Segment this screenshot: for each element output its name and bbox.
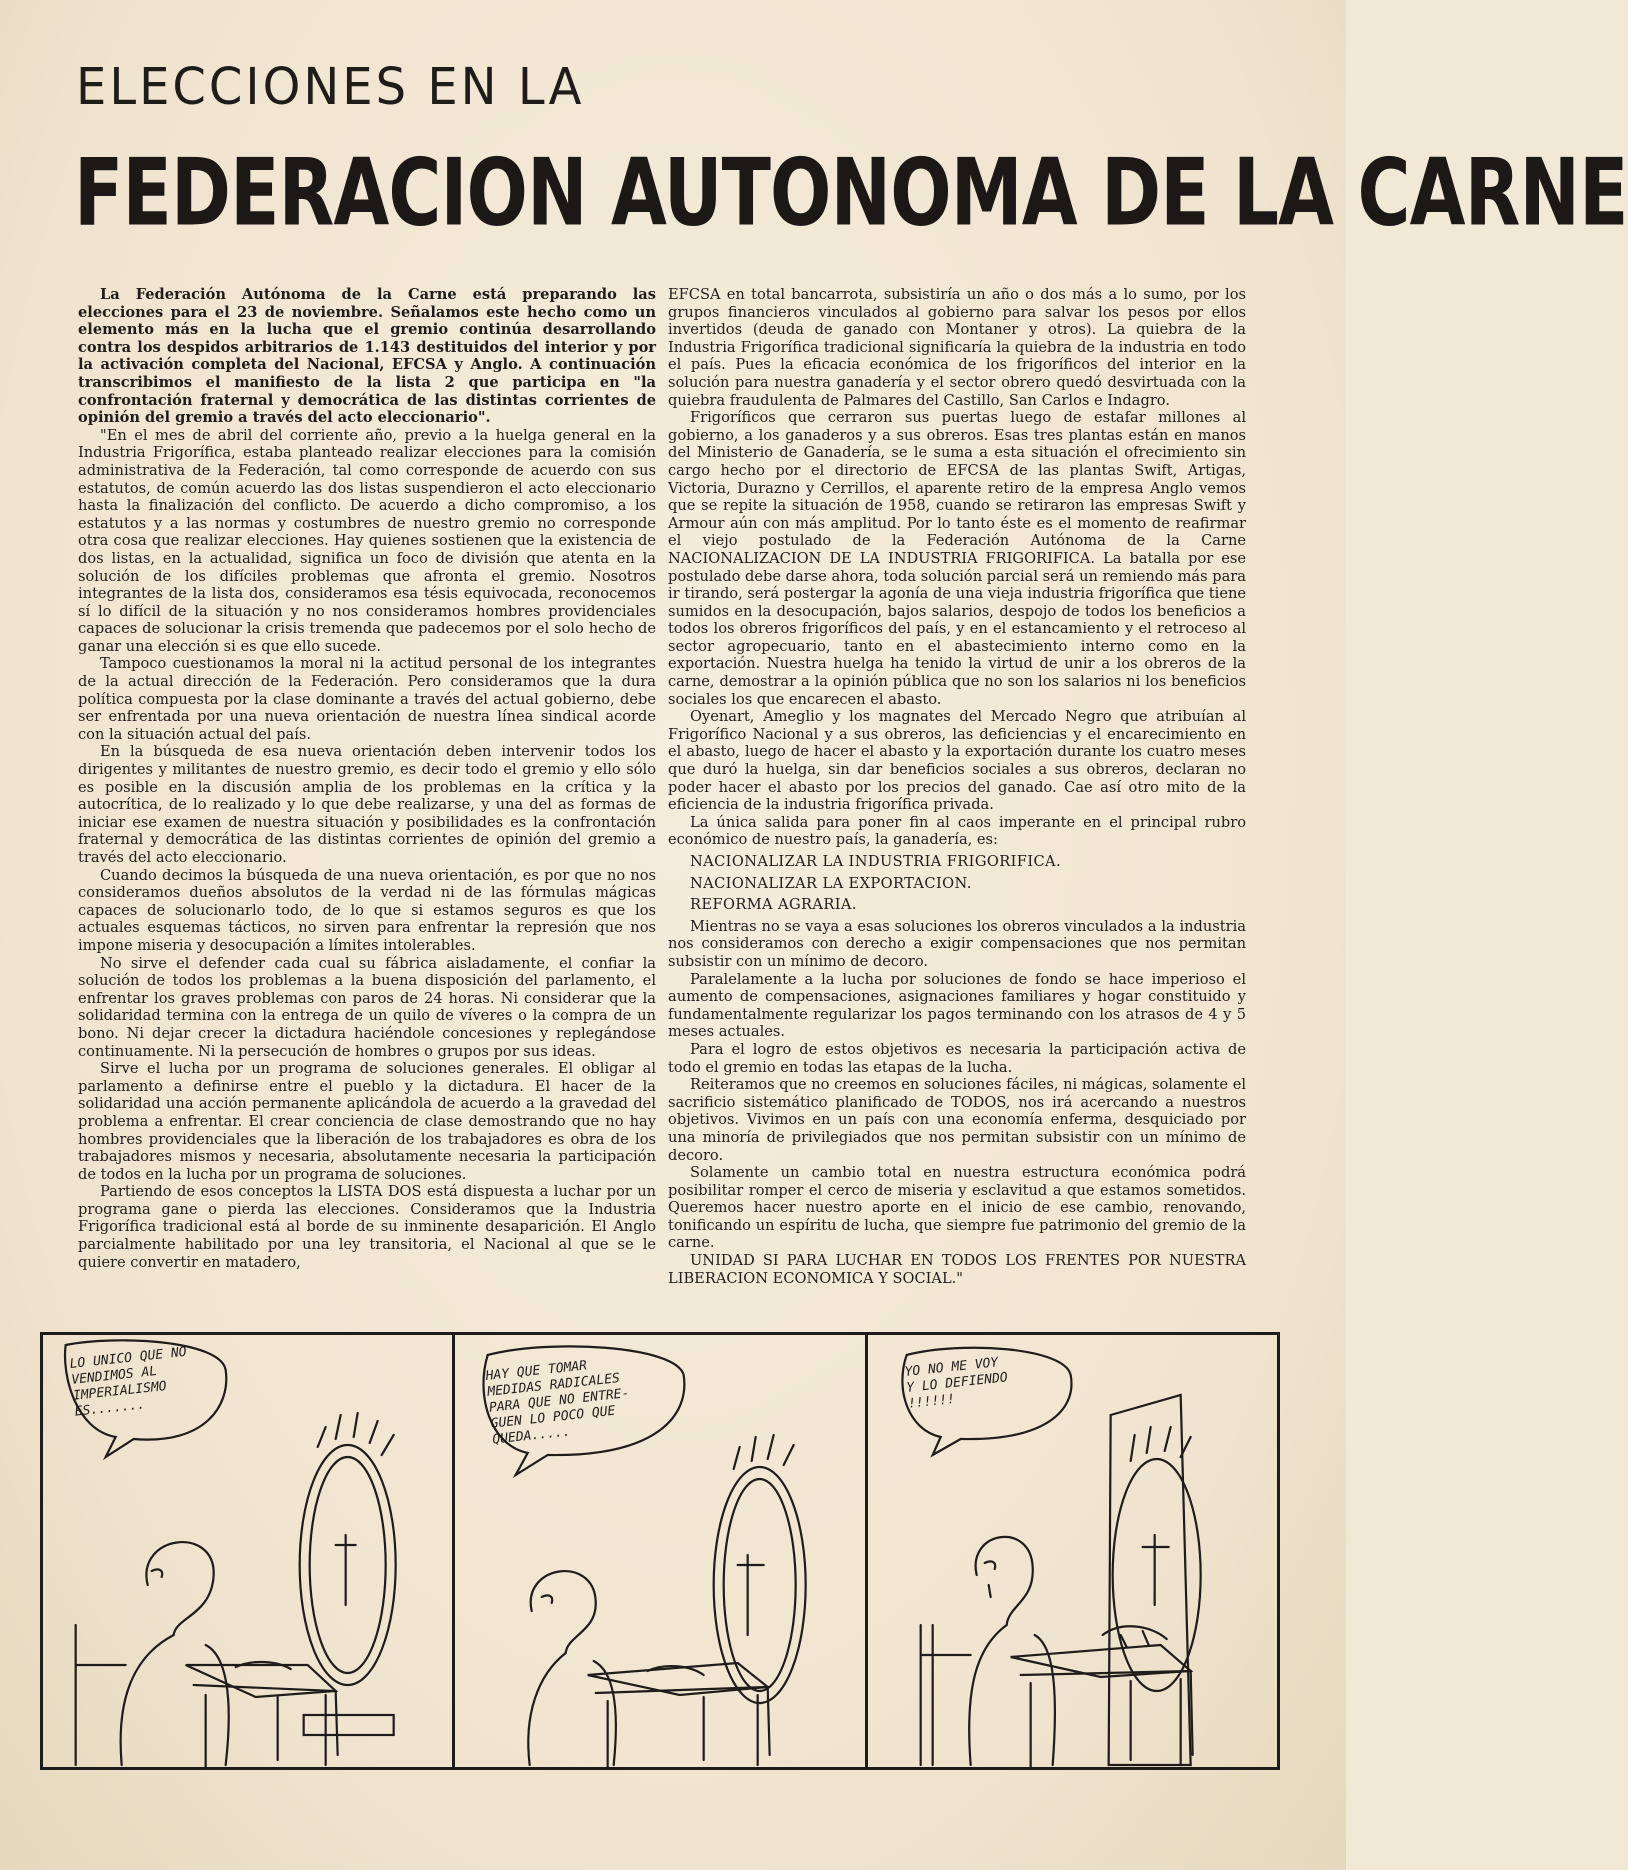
kicker-title: ELECCIONES EN LA (76, 58, 585, 117)
paragraph: Para el logro de estos objetivos es necesaria la participación activa de todo el gremio en todas las etapas de la lucha. (668, 1040, 1246, 1076)
comic-panel-1 (43, 1335, 455, 1767)
paragraph: EFCSA en total bancarrota, subsistiría un año o dos más a lo sumo, por los grupos financieros vinculados al gobierno para salvar los pesos por ellos invertidos (deuda de ganado con Montaner y otros). La quiebra de la Industria Frigorífica tradicional significaría la quiebra de la industria en todo el país. Pues la eficacia económica de los frigoríficos del interior en la solución para nuestra ganadería y el sector obrero quedó desvirtuada con la quiebra fraudulenta de Palmares del Castillo, San Carlos e Indagro. (668, 286, 1246, 409)
slogan-line: NACIONALIZAR LA EXPORTACION. (690, 874, 972, 892)
paragraph: Solamente un cambio total en nuestra estructura económica podrá posibilitar romper el cerco de miseria y esclavitud a que estamos sometidos. Queremos hacer nuestro aporte en el inicio de ese cambio, renovando, tonificando un espíritu de lucha, que siempre fue patrimonio del gremio de la carne. (668, 1164, 1246, 1252)
paragraph: Sirve el lucha por un programa de soluciones generales. El obligar al parlamento a definirse entre el pueblo y la dictadura. El hacer de la solidaridad una acción permanente aplicándola de acuerdo a la gravedad del problema a enfrentar. El crear conciencia de clase demostrando que no hay hombres providenciales que la liberación de los trabajadores es obra de los trabajadores mismos y necesaria, absolutamente necesaria la participación de todos en la lucha por un programa de soluciones. (78, 1060, 656, 1183)
comic-panel-2 (455, 1335, 867, 1767)
comic-panel-3 (868, 1335, 1277, 1767)
paragraph: Cuando decimos la búsqueda de una nueva orientación, es por que no nos consideramos dueños absolutos de la verdad ni de las fórmulas mágicas capaces de solucionarlo todo, de lo que si estamos seguros es que los actuales esquemas tácticos, no sirven para enfrentar la represión que nos impone miseria y desocupación a límites intolerables. (78, 866, 656, 954)
headline: FEDERACION AUTONOMA DE LA CARNE (74, 138, 1628, 247)
comic-strip (40, 1332, 1280, 1770)
paragraph: Frigoríficos que cerraron sus puertas luego de estafar millones al gobierno, a los ganaderos y a sus obreros. Esas tres plantas están en manos del Ministerio de Ganadería, se le suma a esta situación el ofrecimiento sin cargo hecho por el directorio de EFCSA de las plantas Swift, Artigas, Victoria, Durazno y Cerrillos, el aparente retiro de la empresa Anglo vemos que se repite la situación de 1958, cuando se retiraron las empresas Swift y Armour aún con más amplitud. Por lo tanto éste es el momento de reafirmar el viejo postulado de la Federación Autónoma de la Carne NACIONALIZACION DE LA INDUSTRIA FRIGORIFICA. La batalla por ese postulado debe darse ahora, toda solución parcial será un remiendo más para ir tirando, será postergar la agonía de una vieja industria frigorífica que tiene sumidos en la desocupación, bajos salarios, despojo de todos los beneficios a todos los obreros frigoríficos del país, y en el estancamiento y el retroceso al sector agropecuario, tanto en el abastecimiento interno como en la exportación. Nuestra huelga ha tenido la virtud de unir a los obreros de la carne, demostrar a la opinión pública que no son los salarios ni los beneficios sociales los que encarecen el abasto. (668, 409, 1246, 708)
paragraph: Oyenart, Ameglio y los magnates del Mercado Negro que atribuían al Frigorífico Nacional y a sus obreros, las deficiencias y el encarecimiento en el abasto, luego de hacer el abasto y la exportación durante los cuatro meses que duró la huelga, sin dar beneficios sociales a sus obreros, declaran no poder hacer el abasto por los precios del ganado. Cae así otro mito de la eficiencia de la industria frigorífica privada. (668, 708, 1246, 814)
paragraph: No sirve el defender cada cual su fábrica aisladamente, el confiar la solución de todos los problemas a la buena disposición del parlamento, el enfrentar los graves problemas con paros de 24 horas. Ni considerar que la solidaridad termina con la entrega de un quilo de víveres o la compra de un bono. Ni dejar crecer la dictadura haciéndole concesiones y replegándose continuamente. Ni la persecución de hombres o grupos por sus ideas. (78, 954, 656, 1060)
paragraph: Mientras no se vaya a esas soluciones los obreros vinculados a la industria nos consideramos con derecho a exigir compensaciones que nos permitan subsistir con un mínimo de decoro. (668, 917, 1246, 970)
speech-bubble-3: YO NO ME VOY Y LO DEFIENDO !!!!!! (903, 1355, 1009, 1412)
right-column (668, 286, 1246, 1311)
speech-bubble-1: LO UNICO QUE NO VENDIMOS AL IMPERIALISMO ES....... (69, 1344, 188, 1420)
paragraph: La única salida para poner fin al caos imperante en el principal rubro económico de nuestro país, la ganadería, es: (668, 813, 1246, 849)
paragraph: "En el mes de abril del corriente año, previo a la huelga general en la Industria Frigorífica, estaba planteado realizar elecciones para la comisión administrativa de la Federación, tal como corresponde de acuerdo con sus estatutos, de común acuerdo las dos listas suspendieron el acto eleccionario hasta la finalización del conflicto. De acuerdo a dicho compromiso, a los estatutos y a las normas y costumbres de nuestro gremio no corresponde otra cosa que realizar elecciones. Hay quienes sostienen que la existencia de dos listas, en la actualidad, significa un foco de división que atenta en la solución de los difíciles problemas que afronta el gremio. Nosotros integrantes de la lista dos, consideramos esa tésis equivocada, reconocemos sí lo difícil de la situación y no nos consideramos hombres providenciales capaces de solucionar la crisis tremenda que padecemos por el solo hecho de ganar una elección si es que ello sucede. (78, 426, 656, 655)
lead-paragraph: La Federación Autónoma de la Carne está preparando las elecciones para el 23 de noviembre. Señalamos este hecho como un elemento más en la lucha que el gremio continúa desarrollando contra los despidos arbitrarios de 1.143 destituidos del interior y por la activación completa del Nacional, EFCSA y Anglo. A continuación transcribimos el manifiesto de la lista 2 que participa en "la confrontación fraternal y democrática de las distintas corrientes de opinión del gremio a través del acto eleccionario". (78, 286, 656, 427)
left-column (78, 286, 656, 1311)
paragraph: UNIDAD SI PARA LUCHAR EN TODOS LOS FRENTES POR NUESTRA LIBERACION ECONOMICA Y SOCIAL." (668, 1252, 1246, 1287)
paragraph: Partiendo de esos conceptos la LISTA DOS está dispuesta a luchar por un programa gane o pierda las elecciones. Consideramos que la Industria Frigorífica tradicional está al borde de su inminente desaparición. El Anglo parcialmente habilitado por una ley transitoria, el Nacional al que se le quiere convertir en matadero, (78, 1183, 656, 1271)
slogan-line: REFORMA AGRARIA. (690, 896, 857, 914)
slogan-line: NACIONALIZAR LA INDUSTRIA FRIGORIFICA. (690, 853, 1062, 870)
speech-bubble-2: HAY QUE TOMAR MEDIDAS RADICALES PARA QUE NO ENTRE- GUEN LO POCO QUE QUEDA..... (485, 1358, 631, 1448)
paragraph: Reiteramos que no creemos en soluciones fáciles, ni mágicas, solamente el sacrificio sistemático planificado de TODOS, nos irá acercando a nuestros objetivos. Vivimos en un país con una economía enferma, desquiciado por una minoría de privilegiados que nos permitan subsistir con un mínimo de decoro. (668, 1076, 1246, 1164)
paragraph: En la búsqueda de esa nueva orientación deben intervenir todos los dirigentes y militantes de nuestro gremio, es decir todo el gremio y ello sólo es posible en la discusión amplia de los problemas en la crítica y la autocrítica, de lo realizado y lo que debe realizarse, y una del as formas de iniciar ese examen de nuestra situación y posibilidades es la confrontación fraternal y democrática de las distintas corrientes de opinión del gremio a través del acto eleccionario. (78, 743, 656, 866)
paragraph: Paralelamente a la lucha por soluciones de fondo se hace imperioso el aumento de compensaciones, asignaciones familiares y hogar constituido y fundamentalmente regularizar los pagos terminando con los atrasos de 4 y 5 meses actuales. (668, 970, 1246, 1041)
paragraph: Tampoco cuestionamos la moral ni la actitud personal de los integrantes de la actual dirección de la Federación. Pero consideramos que la dura política compuesta por la clase dominante a través del actual gobierno, debe ser enfrentada por una nueva orientación de nuestra línea sindical acorde con la situación actual del país. (78, 655, 656, 743)
